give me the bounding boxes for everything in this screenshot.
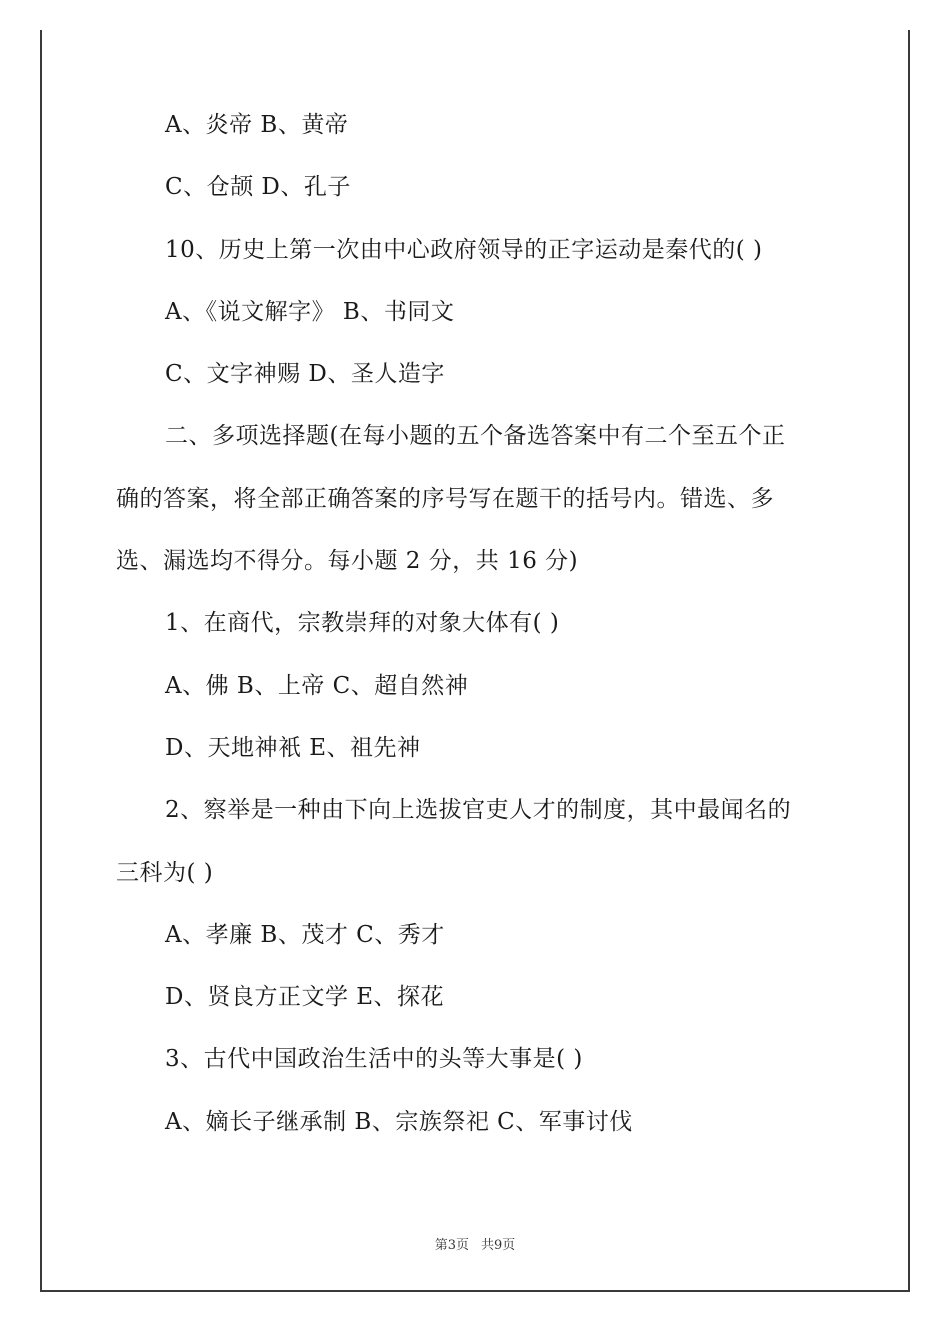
page-border-left — [40, 30, 42, 1292]
page-footer — [0, 1234, 950, 1253]
option-line: C、文字神赐 D、圣人造字 — [165, 361, 445, 387]
question-line: 3、古代中国政治生活中的头等大事是( ) — [165, 1046, 583, 1072]
section-heading: 二、多项选择题(在每小题的五个备选答案中有二个至五个正 — [165, 423, 786, 449]
question-line: 2、察举是一种由下向上选拔官吏人才的制度，其中最闻名的 — [165, 797, 792, 823]
page-border-right — [908, 30, 910, 1292]
section-heading-continued: 确的答案，将全部正确答案的序号写在题干的括号内。错选、多 — [116, 486, 774, 512]
option-line: A、《说文解字》 B、书同文 — [165, 299, 455, 325]
page-total: 共9页 — [481, 1238, 516, 1253]
question-line: 10、历史上第一次由中心政府领导的正字运动是秦代的( ) — [165, 237, 763, 263]
option-line: D、贤良方正文学 E、探花 — [165, 984, 445, 1010]
option-line: A、佛 B、上帝 C、超自然神 — [165, 673, 469, 699]
question-line-continued: 三科为( ) — [116, 860, 214, 886]
page-number: 第3页 — [434, 1238, 469, 1253]
page-border-bottom — [40, 1290, 910, 1292]
option-line: D、天地神衹 E、祖先神 — [165, 735, 421, 761]
option-line: A、孝廉 B、茂才 C、秀才 — [165, 922, 445, 948]
section-heading-continued: 选、漏选均不得分。每小题 2 分，共 16 分) — [116, 548, 579, 574]
option-line: C、仓颉 D、孔子 — [165, 174, 351, 200]
option-line: A、嫡长子继承制 B、宗族祭祀 C、军事讨伐 — [165, 1109, 633, 1135]
question-line: 1、在商代，宗教崇拜的对象大体有( ) — [165, 610, 560, 636]
option-line: A、炎帝 B、黄帝 — [165, 112, 349, 138]
